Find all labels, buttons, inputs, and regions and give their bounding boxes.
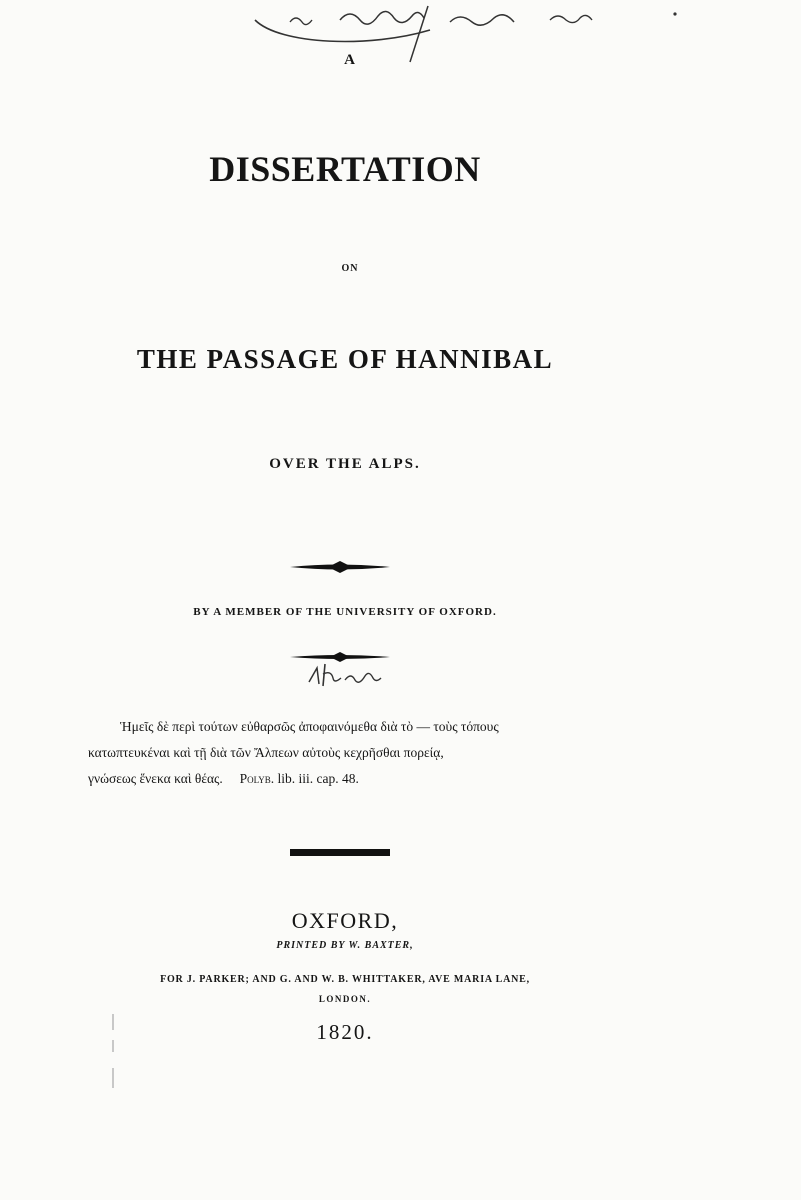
epigraph-line-3-text: γνώσεως ἕνεκα καὶ θέας. [88,771,223,786]
imprint-printer: PRINTED BY W. BAXTER, [276,940,414,951]
epigraph-line-2: κατωπτευκέναι καὶ τῇ διὰ τῶν Ἄλπεων αὐτοὺς κεχρῆσθαι πορείᾳ, [88,745,444,760]
thick-rule [290,849,390,856]
epigraph-line-1: Ἡμεῖς δὲ περὶ τούτων εὐθαρσῶς ἀποφαινόμεθα διὰ τὸ — τοὺς τόπους [120,719,499,734]
ornamental-rule [290,560,390,574]
title-article: A [344,52,356,68]
title-connector: ON [341,263,359,274]
greek-epigraph [88,714,612,792]
epigraph-citation-ref: lib. iii. cap. 48. [277,771,359,786]
epigraph-line-3 [88,766,612,792]
imprint-place: OXFORD, [291,908,399,933]
imprint-year: 1820. [316,1020,374,1044]
page-title: DISSERTATION [209,149,481,189]
handwritten-note [305,660,385,690]
epigraph-citation-author: Polyb. [239,771,275,786]
paper-speck [112,1068,114,1088]
imprint-city: LONDON. [318,994,372,1004]
paper-speck [112,1040,114,1052]
paper-speck [112,1014,114,1030]
subtitle: THE PASSAGE OF HANNIBAL [136,344,554,374]
subtitle-continued: OVER THE ALPS. [269,456,421,472]
imprint-publishers: FOR J. PARKER; AND G. AND W. B. WHITTAKER, AVE MARIA LANE, [160,974,530,985]
handwritten-signature [250,0,700,70]
author-statement: BY A MEMBER OF THE UNIVERSITY OF OXFORD. [193,606,497,618]
